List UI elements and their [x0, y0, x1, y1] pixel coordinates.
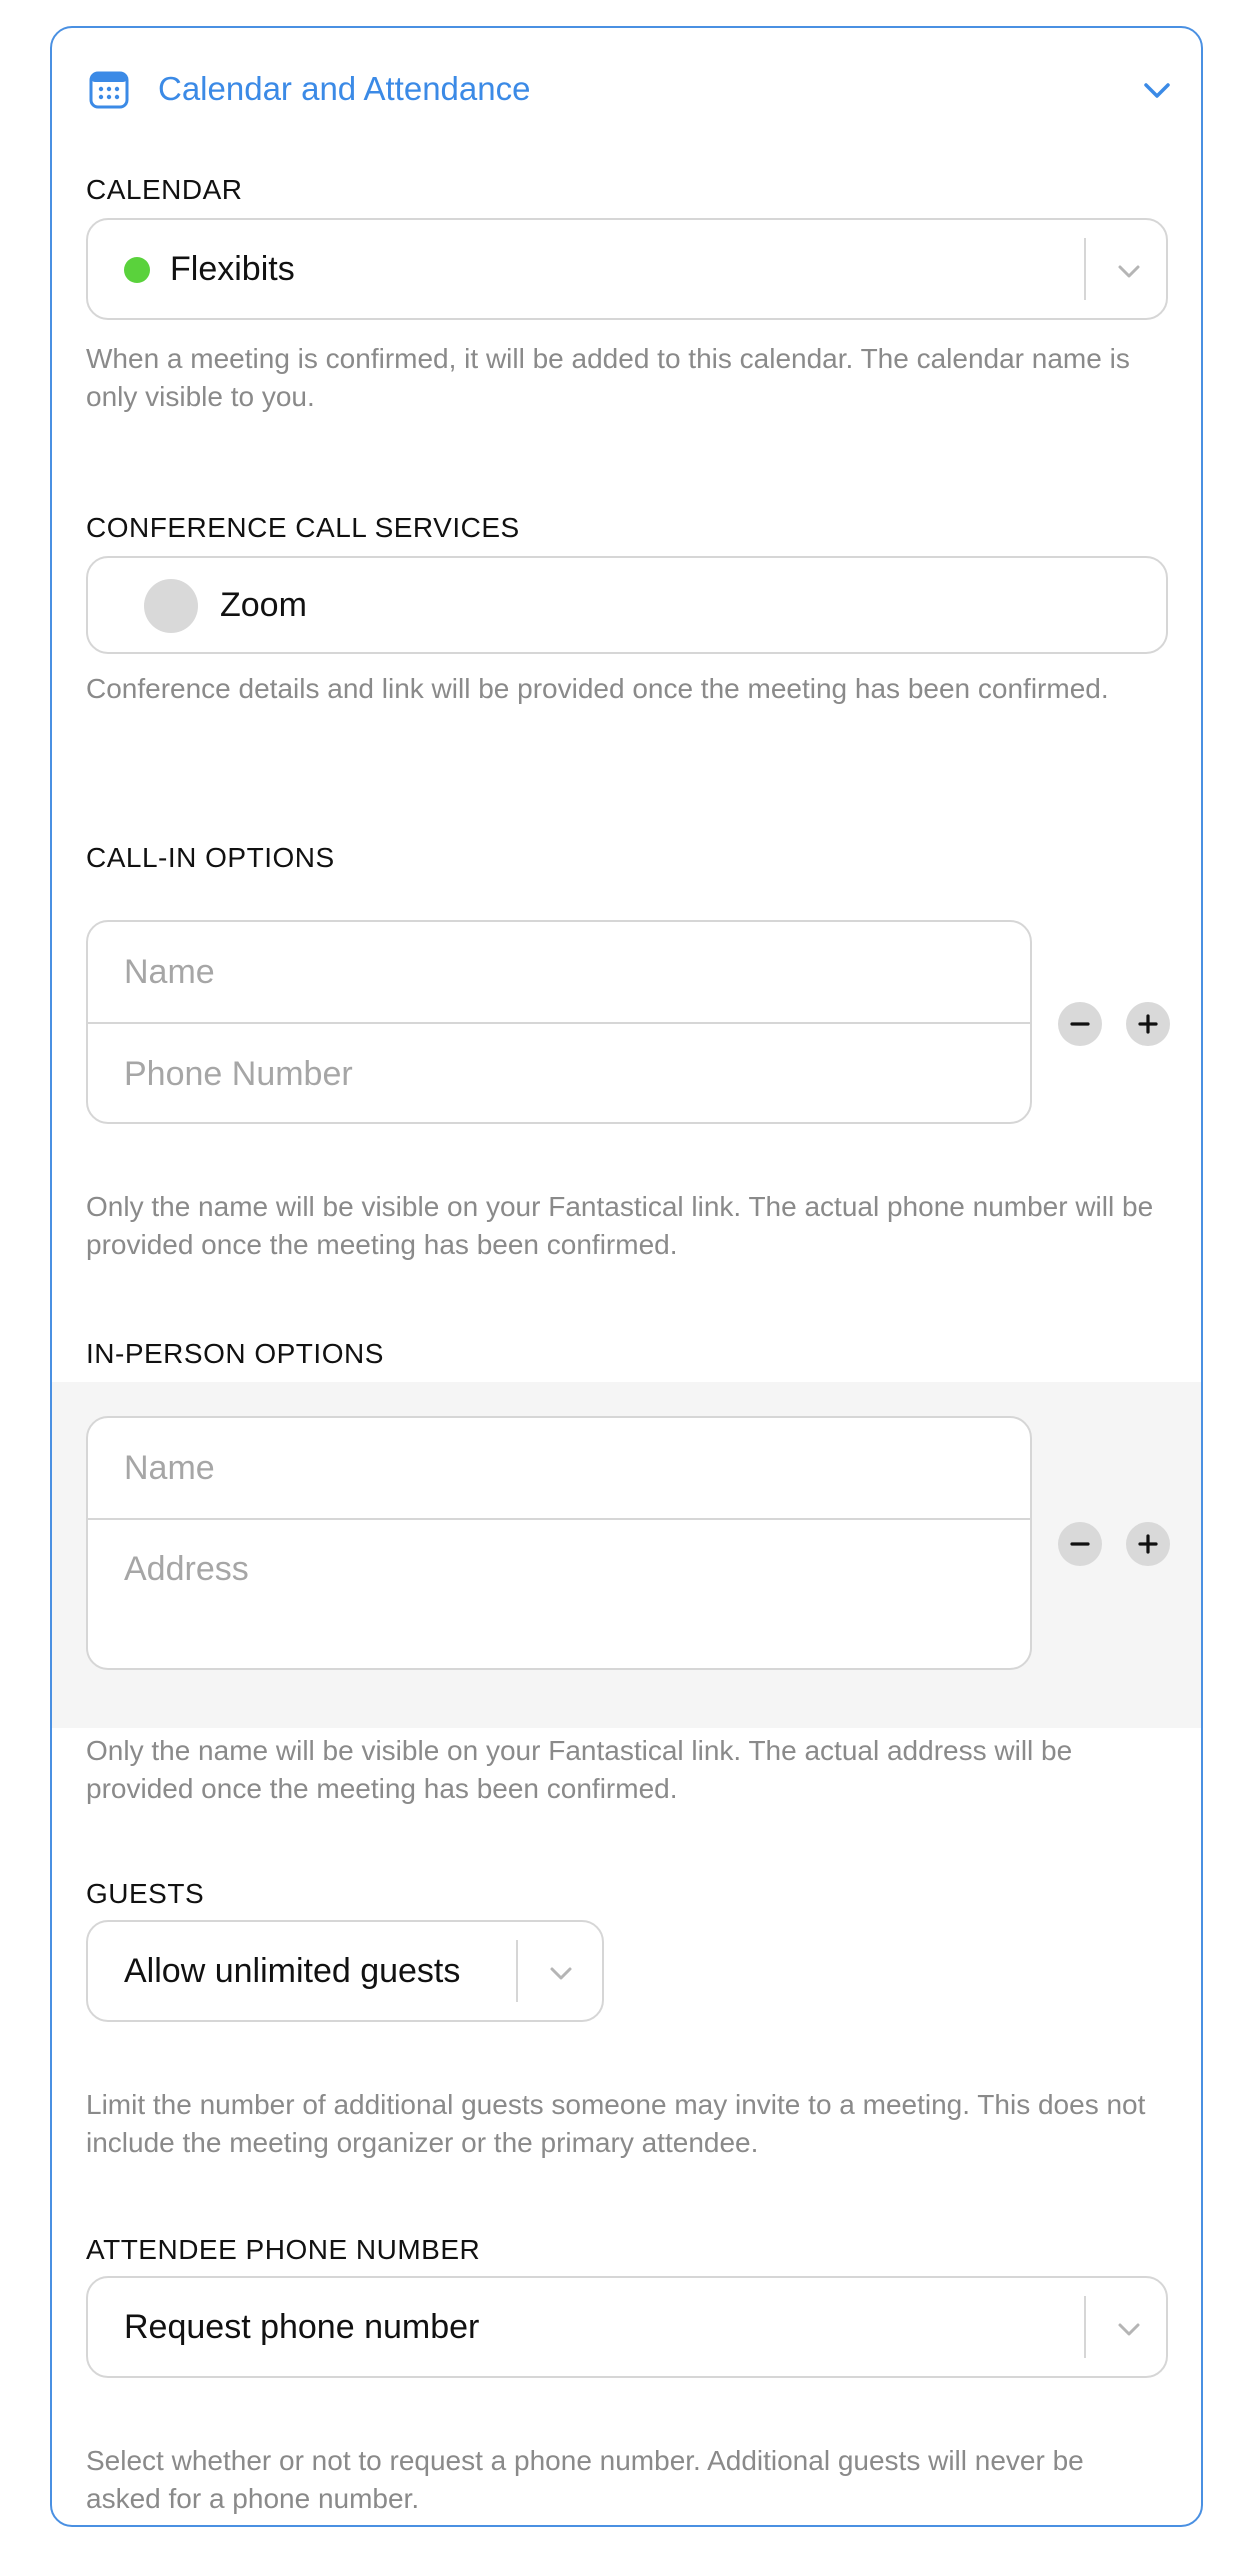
guests-select[interactable] [86, 1920, 604, 2022]
in-person-add-button[interactable] [1126, 1522, 1170, 1566]
attendee-phone-select[interactable] [86, 2276, 1168, 2378]
calendar-color-dot [124, 257, 150, 283]
call-in-section-title: CALL-IN OPTIONS [86, 842, 335, 873]
calendar-select[interactable] [86, 218, 1168, 320]
call-in-add-button[interactable] [1126, 1002, 1170, 1046]
conference-section-title: CONFERENCE CALL SERVICES [86, 512, 520, 543]
call-in-fields [86, 920, 1032, 1124]
in-person-help-text: Only the name will be visible on your Fantastical link. The actual address will be provided once the meeting has been confirmed. [86, 1735, 1073, 1804]
call-in-remove-button[interactable] [1058, 1002, 1102, 1046]
calendar-icon [88, 68, 130, 110]
attendee-phone-section-title: ATTENDEE PHONE NUMBER [86, 2234, 481, 2265]
call-in-help-text: Only the name will be visible on your Fantastical link. The actual phone number will be provided once the meeting has been confirmed. [86, 1191, 1154, 1260]
call-in-phone-input[interactable]: Phone Number [124, 1055, 353, 1093]
calendar-section-title: CALENDAR [86, 174, 243, 205]
chevron-down-icon [1114, 256, 1144, 286]
conference-help-text: Conference details and link will be provided once the meeting has been confirmed. [86, 673, 1109, 704]
minus-icon [1067, 1011, 1093, 1037]
calendar-help-text: When a meeting is confirmed, it will be added to this calendar. The calendar name is only visible to you. [86, 343, 1130, 412]
plus-icon [1135, 1011, 1161, 1037]
guests-help-text: Limit the number of additional guests someone may invite to a meeting. This does not include the meeting organizer or the primary attendee. [86, 2089, 1146, 2158]
collapse-chevron-icon[interactable] [1139, 72, 1175, 108]
in-person-address-input[interactable]: Address [124, 1550, 249, 1588]
attendee-phone-help-text: Select whether or not to request a phone number. Additional guests will never be asked for a phone number. [86, 2445, 1084, 2514]
in-person-section-title: IN-PERSON OPTIONS [86, 1338, 384, 1369]
conference-service-label: Zoom [220, 586, 307, 624]
in-person-remove-button[interactable] [1058, 1522, 1102, 1566]
guests-selected-value: Allow unlimited guests [124, 1952, 461, 1990]
in-person-name-input[interactable]: Name [124, 1449, 215, 1487]
attendee-phone-selected-value: Request phone number [124, 2308, 480, 2346]
guests-section-title: GUESTS [86, 1878, 205, 1909]
in-person-fields [86, 1416, 1032, 1670]
chevron-down-icon [1114, 2314, 1144, 2344]
minus-icon [1067, 1531, 1093, 1557]
chevron-down-icon [546, 1958, 576, 1988]
calendar-attendance-panel [50, 26, 1203, 2527]
zoom-toggle[interactable] [144, 579, 198, 633]
panel-header[interactable] [52, 28, 1201, 148]
plus-icon [1135, 1531, 1161, 1557]
call-in-name-input[interactable]: Name [124, 953, 215, 991]
conference-service-row[interactable] [86, 556, 1168, 654]
panel-title: Calendar and Attendance [158, 70, 531, 107]
calendar-selected-value: Flexibits [170, 250, 295, 288]
